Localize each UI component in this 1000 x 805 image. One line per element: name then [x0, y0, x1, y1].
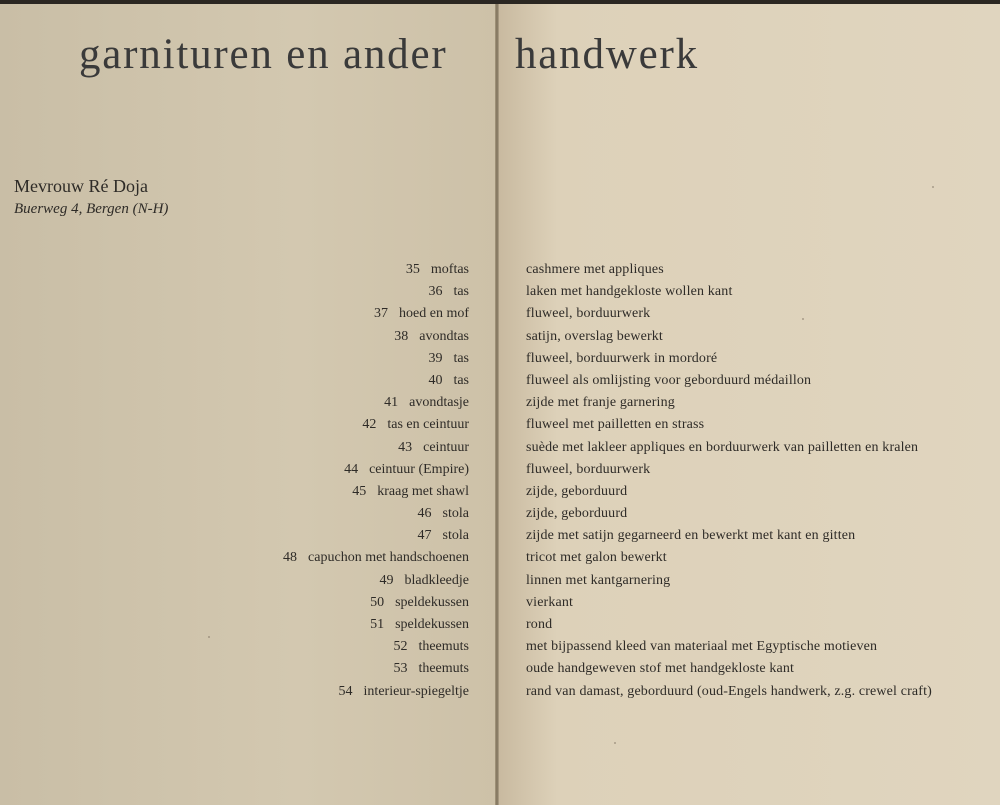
item-number: 49	[379, 572, 394, 588]
artist-address: Buerweg 4, Bergen (N-H)	[14, 201, 169, 217]
item-description: rand van damast, geborduurd (oud-Engels handwerk, z.g. crewel craft)	[526, 683, 932, 699]
item-description: fluweel als omlijsting voor geborduurd médaillon	[526, 372, 812, 388]
item-object: kraag met shawl	[377, 483, 469, 499]
item-object: theemuts	[418, 661, 469, 677]
item-entry	[169, 525, 469, 547]
paper-speck	[208, 636, 210, 638]
item-entry	[169, 547, 469, 569]
item-description: tricot met galon bewerkt	[526, 550, 667, 566]
page-title-left: garnituren en ander	[79, 31, 448, 78]
item-object: interieur-spiegeltje	[363, 683, 469, 699]
item-number: 53	[393, 661, 408, 677]
item-object: speldekussen	[395, 617, 469, 632]
item-number: 40	[428, 372, 443, 388]
book-gutter	[495, 0, 499, 805]
item-description: fluweel, borduurwerk in mordoré	[526, 350, 718, 366]
item-object: speldekussen	[395, 594, 469, 610]
item-entry	[169, 481, 469, 503]
item-entry	[169, 392, 469, 414]
item-entry	[169, 681, 469, 703]
item-object: avondtasje	[409, 395, 469, 411]
item-entry	[169, 459, 469, 481]
artist-name: Mevrouw Ré Doja	[14, 176, 148, 196]
item-object: stola	[442, 506, 469, 522]
item-description: zijde met franje garnering	[526, 395, 675, 411]
item-object: capuchon met handschoenen	[308, 550, 469, 566]
item-entry	[169, 281, 469, 303]
item-number: 47	[417, 528, 432, 544]
item-description: linnen met kantgarnering	[526, 572, 671, 588]
item-number: 37	[374, 306, 389, 322]
item-object: theemuts	[418, 639, 469, 655]
item-number: 50	[370, 594, 385, 610]
item-object: hoed en mof	[399, 306, 469, 322]
page-title-right: handwerk	[515, 31, 699, 78]
item-number: 54	[338, 683, 353, 699]
item-entry	[169, 348, 469, 370]
item-object: avondtas	[419, 328, 469, 344]
item-entry	[169, 570, 469, 592]
item-object: tas	[453, 350, 469, 366]
item-entry	[169, 414, 469, 436]
page-top-edge	[0, 0, 1000, 4]
item-description: vierkant	[526, 594, 574, 610]
item-entry	[169, 658, 469, 680]
item-description: met bijpassend kleed van materiaal met Egyptische motieven	[526, 639, 878, 655]
item-description: oude handgeweven stof met handgekloste kant	[526, 661, 795, 677]
item-object-list	[169, 259, 469, 703]
item-entry	[169, 326, 469, 348]
item-description: fluweel met pailletten en strass	[526, 417, 705, 433]
item-number: 38	[394, 328, 409, 344]
item-number: 52	[393, 639, 408, 655]
item-number: 44	[344, 461, 359, 477]
item-description: zijde met satijn gegarneerd en bewerkt met kant en gitten	[526, 528, 856, 544]
item-entry	[169, 303, 469, 325]
item-object: tas en ceintuur	[387, 417, 469, 433]
item-number: 51	[370, 617, 385, 632]
item-object: bladkleedje	[404, 572, 469, 588]
item-description: fluweel, borduurwerk	[526, 306, 651, 322]
paper-speck	[614, 742, 616, 744]
item-description: suède met lakleer appliques en borduurwerk van pailletten en kralen	[526, 439, 919, 455]
item-number: 36	[428, 284, 443, 300]
item-description: satijn, overslag bewerkt	[526, 328, 663, 344]
paper-speck	[932, 186, 934, 188]
item-object: stola	[442, 528, 469, 544]
item-description-list	[526, 259, 996, 703]
paper-speck	[802, 318, 804, 320]
item-object: moftas	[430, 262, 469, 277]
item-entry	[169, 636, 469, 658]
item-number: 41	[384, 395, 399, 411]
item-entry	[169, 437, 469, 459]
item-number: 43	[398, 439, 413, 455]
item-description: laken met handgekloste wollen kant	[526, 284, 733, 300]
item-description: cashmere met appliques	[526, 262, 664, 277]
item-description: rond	[526, 617, 553, 632]
item-number: 45	[352, 483, 367, 499]
item-entry	[169, 614, 469, 636]
item-number: 35	[405, 262, 420, 277]
item-number: 48	[283, 550, 298, 566]
item-object: ceintuur	[423, 439, 469, 455]
item-object: ceintuur (Empire)	[369, 461, 469, 477]
item-description: zijde, geborduurd	[526, 506, 628, 522]
item-object: tas	[453, 372, 469, 388]
item-entry	[169, 503, 469, 525]
item-number: 39	[428, 350, 443, 366]
item-entry	[169, 592, 469, 614]
item-description: fluweel, borduurwerk	[526, 461, 651, 477]
item-entry	[169, 370, 469, 392]
item-object: tas	[453, 284, 469, 300]
item-number: 42	[362, 417, 377, 433]
item-description: zijde, geborduurd	[526, 483, 628, 499]
item-entry	[169, 259, 469, 281]
item-number: 46	[417, 506, 432, 522]
